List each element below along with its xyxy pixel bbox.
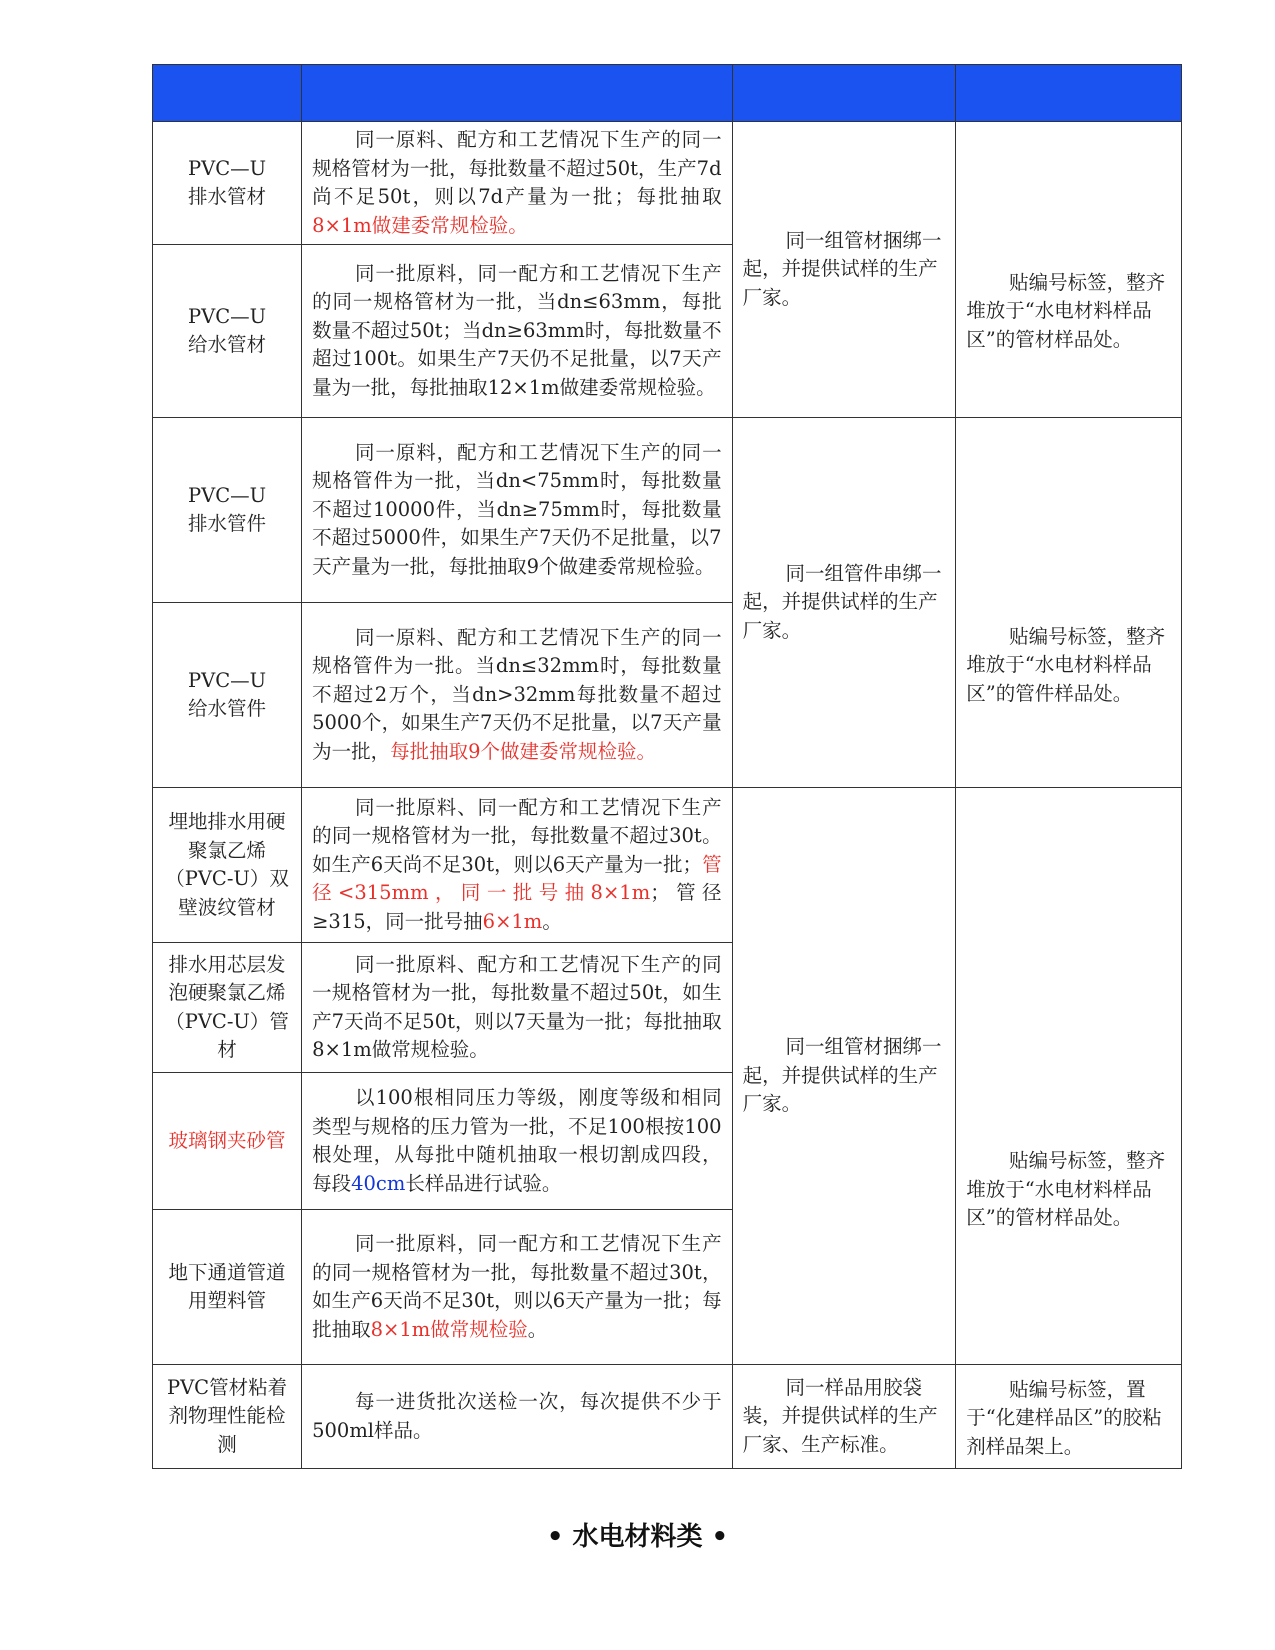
storage-requirement: 贴编号标签，整齐堆放于“水电材料样品区”的管材样品处。 bbox=[956, 788, 1182, 1365]
rule-text: 同一原料、配方和工艺情况下生产的同一规格管件为一批。当dn≤32mm时，每批数量不超过2万个，当dn>32mm每批数量不超过5000个，如果生产7天仍不足批量，以7天产量为一批， bbox=[312, 625, 722, 763]
header-cell bbox=[732, 65, 956, 122]
rule-text: 以100根相同压力等级，刚度等级和相同类型与规格的压力管为一批，不足100根按100根处理，从每批中随机抽取一根切割成四段，每段 bbox=[312, 1086, 722, 1195]
highlighted-text: 每批抽取9个做建委常规检验。 bbox=[390, 739, 657, 763]
sampling-table bbox=[152, 64, 1182, 1469]
packaging-requirement: 同一组管材捆绑一起，并提供试样的生产厂家。 bbox=[732, 788, 956, 1365]
rule-text: 同一批原料，同一配方和工艺情况下生产的同一规格管材为一批，每批数量不超过30t，如生产6天尚不足30t，则以6天产量为一批；每批抽取 bbox=[312, 1232, 722, 1341]
sampling-rule bbox=[302, 418, 732, 603]
sampling-rule bbox=[302, 1210, 732, 1365]
table-row bbox=[153, 788, 1182, 943]
material-name: PVC—U 给水管材 bbox=[153, 245, 302, 418]
highlighted-text: 40cm bbox=[351, 1171, 406, 1195]
material-name: PVC—U 排水管材 bbox=[153, 122, 302, 245]
rule-text: 同一批原料、配方和工艺情况下生产的同一规格管材为一批，每批数量不超过50t，如生产7天尚不足50t，则以7天量为一批；每批抽取8×1m做常规检验。 bbox=[312, 952, 722, 1061]
material-name: 地下通道管道用塑料管 bbox=[153, 1210, 302, 1365]
material-name: PVC—U 给水管件 bbox=[153, 603, 302, 788]
material-name: PVC—U 排水管件 bbox=[153, 418, 302, 603]
material-name: 排水用芯层发泡硬聚氯乙烯（PVC-U）管材 bbox=[153, 943, 302, 1073]
header-cell bbox=[302, 65, 732, 122]
material-name: 埋地排水用硬聚氯乙烯（PVC-U）双壁波纹管材 bbox=[153, 788, 302, 943]
highlighted-text: 8×1m做建委常规检验。 bbox=[312, 213, 528, 237]
sampling-rule bbox=[302, 788, 732, 943]
rule-text: 。 bbox=[542, 909, 562, 933]
rule-text: ；管径≥315，同一批号抽 bbox=[312, 881, 722, 933]
rule-text: 长样品进行试验。 bbox=[405, 1171, 562, 1195]
rule-text: 同一原料，配方和工艺情况下生产的同一规格管件为一批，当dn<75mm时，每批数量不超过10000件，当dn≥75mm时，每批数量不超过5000件，如果生产7天仍不足批量，以7天产量为一批，每批抽取9个做建委常规检验。 bbox=[312, 440, 722, 578]
rule-text: 每一进货批次送检一次，每次提供不少于500ml样品。 bbox=[312, 1390, 722, 1442]
highlighted-text: 8×1m做常规检验 bbox=[370, 1317, 528, 1341]
table-header-row bbox=[153, 65, 1182, 122]
sampling-rule bbox=[302, 1365, 732, 1469]
header-cell bbox=[153, 65, 302, 122]
sampling-rule bbox=[302, 603, 732, 788]
material-name: 玻璃钢夹砂管 bbox=[153, 1073, 302, 1210]
storage-requirement: 贴编号标签，整齐堆放于“水电材料样品区”的管材样品处。 bbox=[956, 122, 1182, 418]
storage-requirement: 贴编号标签，整齐堆放于“水电材料样品区”的管件样品处。 bbox=[956, 418, 1182, 788]
rule-text: 。 bbox=[527, 1317, 548, 1341]
material-name: PVC管材粘着剂物理性能检测 bbox=[153, 1365, 302, 1469]
storage-requirement: 贴编号标签，置于“化建样品区”的胶粘剂样品架上。 bbox=[956, 1365, 1182, 1469]
packaging-requirement: 同一组管件串绑一起，并提供试样的生产厂家。 bbox=[732, 418, 956, 788]
highlighted-text: 管径<315mm，同一批号抽8×1m bbox=[312, 852, 722, 905]
header-cell bbox=[956, 65, 1182, 122]
sampling-rule bbox=[302, 1073, 732, 1210]
rule-text: 同一批原料、同一配方和工艺情况下生产的同一规格管材为一批，每批数量不超过30t。如生产6天尚不足30t，则以6天产量为一批； bbox=[312, 795, 722, 876]
section-footer-title: • 水电材料类 • bbox=[546, 1522, 729, 1552]
sampling-rule bbox=[302, 122, 732, 245]
table-row bbox=[153, 418, 1182, 603]
rule-text: 同一批原料，同一配方和工艺情况下生产的同一规格管材为一批，当dn≤63mm，每批数量不超过50t；当dn≥63mm时，每批数量不超过100t。如果生产7天仍不足批量，以7天产量为一批，每批抽取12×1m做建委常规检验。 bbox=[312, 261, 722, 399]
sampling-rule bbox=[302, 943, 732, 1073]
packaging-requirement: 同一样品用胶袋装，并提供试样的生产厂家、生产标准。 bbox=[732, 1365, 956, 1469]
highlighted-text: 6×1m bbox=[482, 909, 543, 933]
table-row bbox=[153, 122, 1182, 245]
packaging-requirement: 同一组管材捆绑一起，并提供试样的生产厂家。 bbox=[732, 122, 956, 418]
table-row bbox=[153, 1365, 1182, 1469]
rule-text: 同一原料、配方和工艺情况下生产的同一规格管材为一批，每批数量不超过50t，生产7d尚不足50t，则以7d产量为一批；每批抽取 bbox=[312, 128, 722, 208]
sampling-rule bbox=[302, 245, 732, 418]
